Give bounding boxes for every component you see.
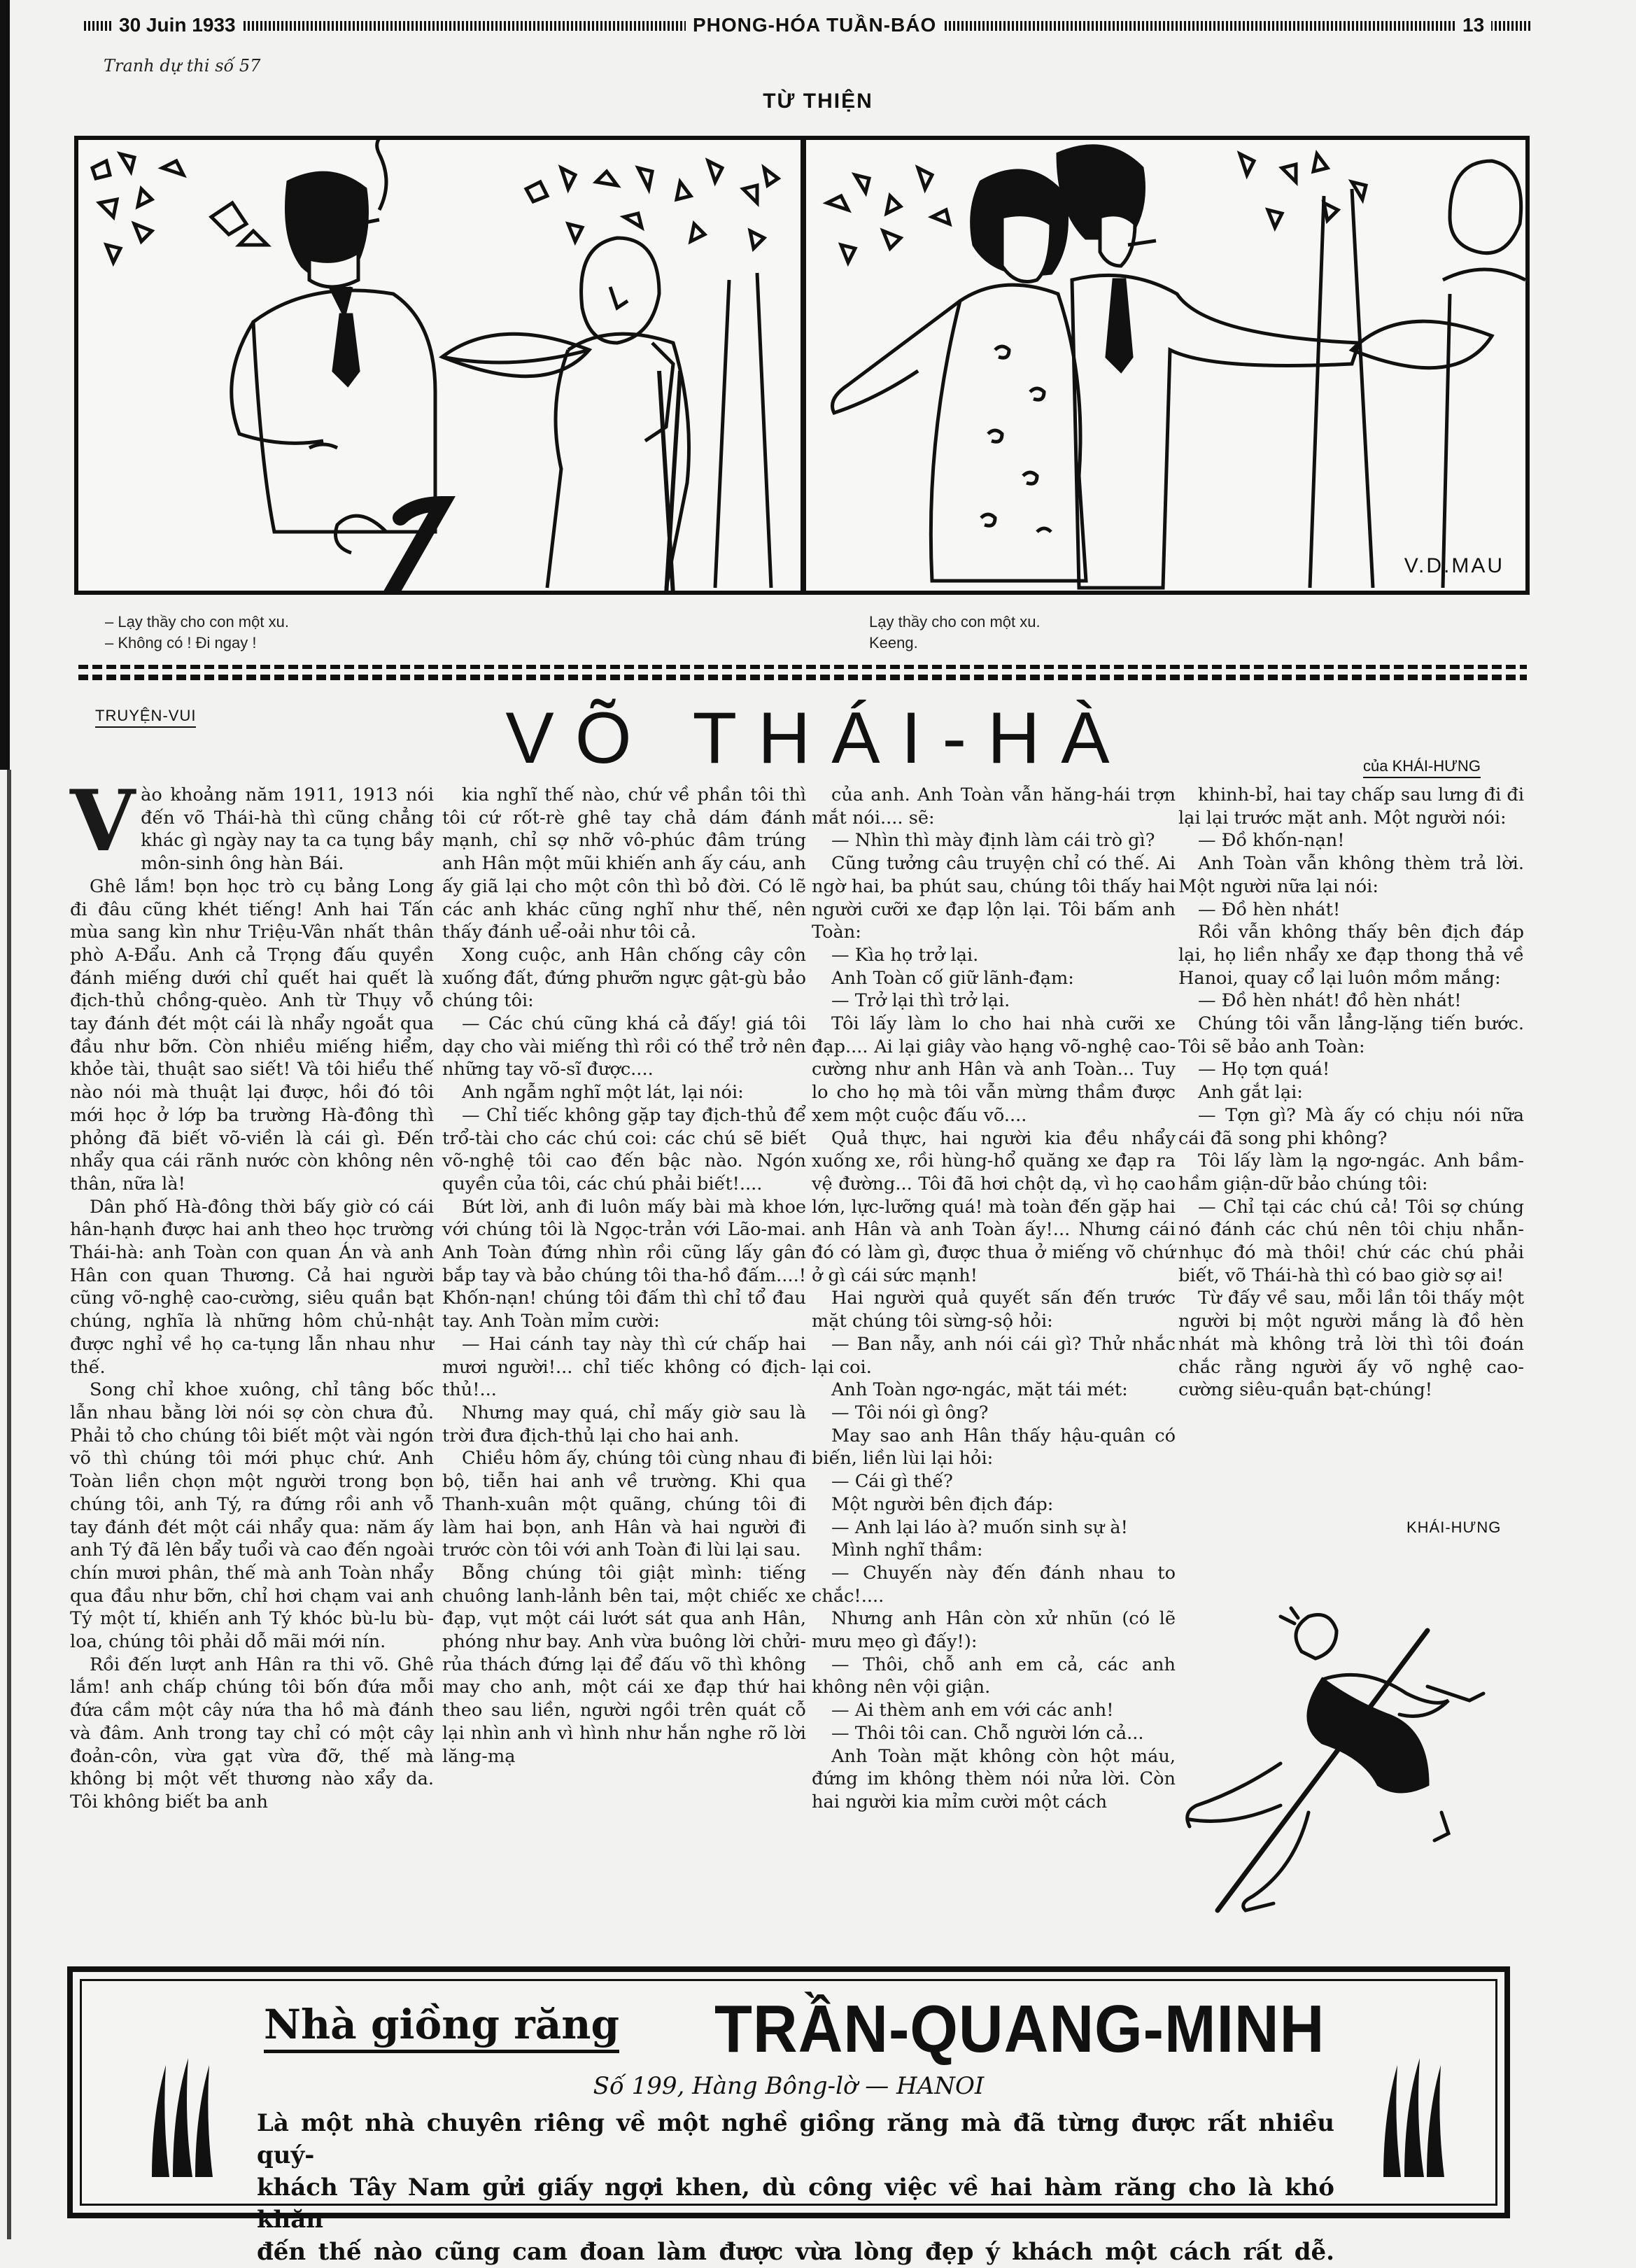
paragraph: Quả thực, hai người kia đều nhẩy xuống xe, rồi hùng-hổ quăng xe đạp ra vệ đường... Tôi đã hơi chột dạ, vì họ cao lớn, lực-lưỡng quá! mà toàn đến gặp hai anh Hân và anh Toàn ấy!... Nhưng cái đó có làm gì, được thua ở miếng võ chứ ở gì cái sức mạnh! bbox=[812, 1127, 1176, 1286]
caption-line: – Lạy thầy cho con một xu. bbox=[105, 613, 289, 631]
paragraph: May sao anh Hân thấy hậu-quân có biến, liền lùi lại hỏi: bbox=[812, 1425, 1176, 1470]
section-label: TRUYỆN-VUI bbox=[95, 707, 196, 728]
comic-caption-left bbox=[105, 612, 289, 654]
paragraph: — Nhìn thì mày định làm cái trò gì? bbox=[831, 830, 1155, 852]
author-signoff: KHÁI-HƯNG bbox=[1406, 1519, 1502, 1536]
scan-edge-shadow bbox=[7, 770, 11, 2239]
contest-label: Tranh dự thi số 57 bbox=[104, 56, 261, 76]
paragraph: — Hai cánh tay này thì cứ chấp hai mươi người!... chỉ tiếc không có địch-thủ!... bbox=[442, 1333, 806, 1401]
masthead-date: 30 Juin 1933 bbox=[112, 14, 243, 36]
paragraph: Tôi lấy làm lạ ngơ-ngác. Anh bầm-hầm giận-dữ bảo chúng tôi: bbox=[1178, 1150, 1524, 1195]
comic-illustration-left bbox=[78, 140, 801, 591]
paragraph: Chúng tôi vẫn lẳng-lặng tiến bước. Tôi sẽ bảo anh Toàn: bbox=[1178, 1013, 1524, 1057]
paragraph: — Đồ khốn-nạn! bbox=[1198, 830, 1345, 852]
paragraph: — Tôi nói gì ông? bbox=[831, 1402, 989, 1423]
paragraph: Tôi lấy làm lo cho hai nhà cưỡi xe đạp.... Ai lại giây vào hạng võ-nghệ cao-cường như anh Hân và anh Toàn... Tuy lo cho họ mà tôi vẫn mừng thầm được xem một cuộc đấu võ.... bbox=[812, 1013, 1176, 1126]
paragraph: Anh Toàn vẫn không thèm trả lời. Một người nữa lại nói: bbox=[1178, 853, 1524, 897]
martial-artist-illustration bbox=[1162, 1603, 1525, 1917]
article-column-4 bbox=[1178, 784, 1524, 1402]
paragraph: Rồi đến lượt anh Hân ra thi võ. Ghê lắm! anh chấp chúng tôi bốn đứa mỗi đứa cầm một cây nứa tha hồ mà đánh và đâm. Anh trong tay chỉ có một cây đoản-côn, vừa gạt vừa đỡ, thế mà không bị một vết thương nào xẩy da. Tôi không biết ba anh bbox=[70, 1654, 434, 1812]
paragraph: — Kìa họ trở lại. bbox=[831, 944, 979, 966]
drop-cap: V bbox=[70, 772, 136, 871]
comic-illustration-right bbox=[806, 140, 1525, 591]
ad-business-name: TRẦN-QUANG-MINH bbox=[714, 1992, 1325, 2066]
paragraph: Anh Toàn mặt không còn hột máu, đứng im không thèm nói nửa lời. Còn hai người kia mỉm cười một cách bbox=[812, 1745, 1176, 1812]
comic-strip bbox=[74, 136, 1530, 598]
comic-caption-right bbox=[869, 612, 1041, 654]
paragraph: — Ban nẫy, anh nói cái gì? Thử nhắc lại coi. bbox=[812, 1333, 1176, 1378]
advertisement-inner-frame bbox=[80, 1979, 1497, 2266]
paragraph: — Chuyến này đến đánh nhau to chắc!.... bbox=[812, 1562, 1176, 1607]
ad-body-line: khách Tây Nam gửi giấy ngợi khen, dù công việc về hai hàm răng cho là khó khăn bbox=[257, 2174, 1334, 2234]
story-byline: của KHÁI-HƯNG bbox=[1363, 757, 1481, 778]
caption-line: – Không có ! Đi ngay ! bbox=[105, 634, 257, 651]
paragraph: — Anh lại láo à? muốn sinh sự à! bbox=[831, 1516, 1128, 1538]
article-column-3 bbox=[812, 784, 1176, 1814]
paragraph: Xong cuộc, anh Hân chống cây côn xuống đất, đứng phưỡn ngực gật-gù bảo chúng tôi: bbox=[442, 944, 806, 1012]
paragraph: — Đồ hèn nhát! đồ hèn nhát! bbox=[1198, 990, 1462, 1012]
paragraph: — Chỉ tiếc không gặp tay địch-thủ để trổ-tài cho các chú coi: các chú sẽ biết võ-nghệ tôi cao đến bậc nào. Ngón quyền của tôi, các chú phải biết!.... bbox=[442, 1104, 806, 1195]
comic-panel-right bbox=[802, 136, 1530, 595]
paragraph: Cũng tưởng câu truyện chỉ có thế. Ai ngờ hai, ba phút sau, chúng tôi thấy hai người cưỡi xe đạp lộn lại. Tôi bấm anh Toàn: bbox=[812, 853, 1176, 943]
ad-body-line: Là một nhà chuyên riêng về một nghề giồng răng mà đã từng được rất nhiều quý- bbox=[257, 2109, 1334, 2169]
paragraph: — Cái gì thế? bbox=[831, 1471, 953, 1493]
story-title: VÕ THÁI-HÀ bbox=[505, 698, 1131, 779]
comic-title: TỪ THIỆN bbox=[763, 90, 873, 113]
article-column-2 bbox=[442, 784, 806, 1768]
paragraph: Từ đấy về sau, mỗi lần tôi thấy một người bị một người mắng là đồ hèn nhát mà không trả lời thì tôi đoán chắc rằng người ấy võ nghệ cao-cường siêu-quần bạt-chúng! bbox=[1178, 1288, 1524, 1401]
paragraph: Anh ngẫm nghĩ một lát, lại nói: bbox=[462, 1082, 744, 1104]
paragraph: Nhưng may quá, chỉ mấy giờ sau là trời đưa địch-thủ lại cho hai anh. bbox=[442, 1402, 806, 1446]
ad-body-line: đến thế nào cũng cam đoan làm được vừa lòng đẹp ý khách một cách rất dễ. bbox=[257, 2238, 1334, 2266]
paragraph: Bứt lời, anh đi luôn mấy bài mà khoe với chúng tôi là Ngọc-trản với Lão-mai. Anh Toàn đứng nhìn rồi cũng lấy gân bắp tay và bảo chúng tôi tha-hồ đấm....! Khốn-nạn! chúng tôi đấm thì chỉ tổ đau tay. Anh Toàn mỉm cười: bbox=[442, 1196, 806, 1332]
masthead bbox=[84, 14, 1532, 35]
paragraph: — Thôi tôi can. Chỗ người lớn cả... bbox=[831, 1722, 1144, 1744]
comic-panel-left bbox=[74, 136, 805, 595]
paragraph: Chiều hôm ấy, chúng tôi cùng nhau đi bộ, tiễn hai anh về trường. Khi qua Thanh-xuân một quãng, chúng tôi đi làm hai bọn, anh Hân và hai người đi trước còn tôi với anh Toàn đi lùi lại sau. bbox=[442, 1448, 806, 1561]
caption-line: Keeng. bbox=[869, 634, 918, 651]
paragraph: Nhưng anh Hân còn xử nhũn (có lẽ mưu mẹo gì đấy!): bbox=[812, 1608, 1176, 1653]
masthead-paper-name: PHONG-HÓA TUẦN-BÁO bbox=[686, 14, 943, 36]
paragraph: ào khoảng năm 1911, 1913 nói đến võ Thái-hà thì cũng chẳng khác gì ngày nay ta ca tụng bầy môn-sinh ông hàn Bái. bbox=[141, 784, 434, 875]
paragraph: — Đồ hèn nhát! bbox=[1198, 899, 1341, 920]
paragraph: Anh Toàn cố giữ lãnh-đạm: bbox=[831, 967, 1074, 989]
paragraph: — Chỉ tại các chú cả! Tôi sợ chúng nó đánh các chú nên tôi chịu nhẫn-nhục đó mà thôi! chứ các chú phải biết, võ Thái-hà thì có bao giờ sợ ai! bbox=[1178, 1196, 1524, 1286]
paragraph: Hai người quả quyết sấn đến trước mặt chúng tôi sừng-sộ hỏi: bbox=[812, 1288, 1176, 1332]
paragraph: Anh gắt lại: bbox=[1198, 1082, 1303, 1104]
paragraph: — Các chú cũng khá cả đấy! giá tôi dạy cho vài miếng thì rồi có thể trở nên những tay võ-sĩ được.... bbox=[442, 1013, 806, 1080]
paragraph: kia nghĩ thế nào, chứ về phần tôi thì tôi cứ rốt-rè ghê tay chả dám đánh mạnh, chỉ sợ nhỡ vô-phúc đâm trúng anh Hân một mũi khiến anh ấy cáu, anh ấy giã lại cho một côn thì bỏ đời. Có lẽ các anh khác cũng nghĩ như thế, nên thấy đánh uể-oải như tôi cả. bbox=[442, 784, 806, 943]
paragraph: Ghê lắm! bọn học trò cụ bảng Long đi đâu cũng khét tiếng! Anh hai Tấn mùa sang kìn như Triệu-Vân nhất thân phò A-Đẩu. Anh cả Trọng đấu quyền đánh miếng dưới chỉ quết hai quết là địch-thủ chồng-quèo. Anh từ Thụy vỗ tay đánh đét một cái là nhẩy ngoắt qua đầu như bỡn. Còn nhiều miếng hiểm, khỏe tài, thuật sao siết! Và tôi hiểu thế nào nói mà thuật lại được, hồi đó tôi mới học ở lớp ba trường Hà-đông thì phỏng đã biết võ-viền là cái gì. Đến nhẩy qua cái rãnh nước còn không nên thân, nữa là! bbox=[70, 875, 434, 1195]
paragraph: Anh Toàn ngơ-ngác, mặt tái mét: bbox=[831, 1379, 1128, 1401]
paragraph: — Tợn gì? Mà ấy có chịu nói nữa cái đã song phi không? bbox=[1178, 1104, 1524, 1149]
comic-signature: V.D.MAU bbox=[1404, 554, 1504, 577]
paragraph: — Thôi, chỗ anh em cả, các anh không nên vội giận. bbox=[812, 1654, 1176, 1698]
masthead-page-number: 13 bbox=[1455, 14, 1491, 36]
paragraph: Bỗng chúng tôi giật mình: tiếng chuông lanh-lảnh bên tai, một chiếc xe đạp, vụt một cái lướt sát qua anh Hân, phóng như bay. Anh vừa buông lời chửi-rủa thách đứng lại để đấu võ thì không may cho anh, một cái xe đạp thứ hai theo sau liền, người ngồi trên quát cỗ lại nhìn anh vì hình như hắn nghe rõ lời lăng-mạ bbox=[442, 1562, 806, 1767]
paragraph: Song chỉ khoe xuông, chỉ tâng bốc lẫn nhau bằng lời nói sợ còn chưa đủ. Phải tỏ cho chúng tôi biết một vài ngón võ thì chúng tôi mới phục chứ. Anh Toàn liền chọn một người trong bọn chúng tôi, anh Tý, ra đứng rồi anh vỗ tay đánh đét một cái nhẩy qua: năm ấy anh Tý đã lên bẩy tuổi và cao đến ngoài chín mươi phân, thế mà anh Toàn nhẩy qua đầu như bỡn, chỉ hơi chạm vai anh Tý một tí, khiến anh Tý khóc bù-lu bù-loa, chúng tôi phải dỗ mãi mới nín. bbox=[70, 1379, 434, 1653]
caption-line: Lạy thầy cho con một xu. bbox=[869, 613, 1041, 631]
paragraph: — Họ tợn quá! bbox=[1198, 1059, 1330, 1080]
paragraph: Dân phố Hà-đông thời bấy giờ có cái hân-hạnh được hai anh theo học trường Thái-hà: anh Toàn con quan Án và anh Hân con quan Thương. Cả hai người cũng võ-nghệ cao-cường, siêu quần bạt chúng, nghĩa là những hôm chủ-nhật được nghỉ về họ ca-tụng lẫn nhau như thế. bbox=[70, 1196, 434, 1378]
ad-tagline: Nhà giồng răng bbox=[264, 2001, 619, 2053]
paragraph: khinh-bỉ, hai tay chấp sau lưng đi đi lại lại trước mặt anh. Một người nói: bbox=[1178, 784, 1524, 829]
martial-artist-drawing bbox=[1162, 1603, 1525, 1917]
paragraph: Rồi vẫn không thấy bên địch đáp lại, họ liền nhẩy xe đạp thong thả về Hanoi, quay cổ lại luôn mồm mắng: bbox=[1178, 922, 1524, 989]
paragraph: Một người bên địch đáp: bbox=[831, 1493, 1054, 1515]
paragraph: — Trở lại thì trở lại. bbox=[831, 990, 1010, 1012]
paragraph: của anh. Anh Toàn vẫn hăng-hái trợn mắt nói.... sẽ: bbox=[812, 784, 1176, 829]
ad-body bbox=[257, 2107, 1334, 2268]
ad-address: Số 199, Hàng Bông-lờ — HANOI bbox=[593, 2072, 985, 2100]
paragraph: — Ai thèm anh em với các anh! bbox=[831, 1700, 1114, 1721]
advertisement-box bbox=[67, 1966, 1510, 2266]
paragraph: Mình nghĩ thầm: bbox=[831, 1540, 983, 1561]
article-column-1 bbox=[70, 772, 434, 1814]
scan-edge bbox=[0, 0, 10, 770]
decorative-divider bbox=[78, 665, 1527, 680]
